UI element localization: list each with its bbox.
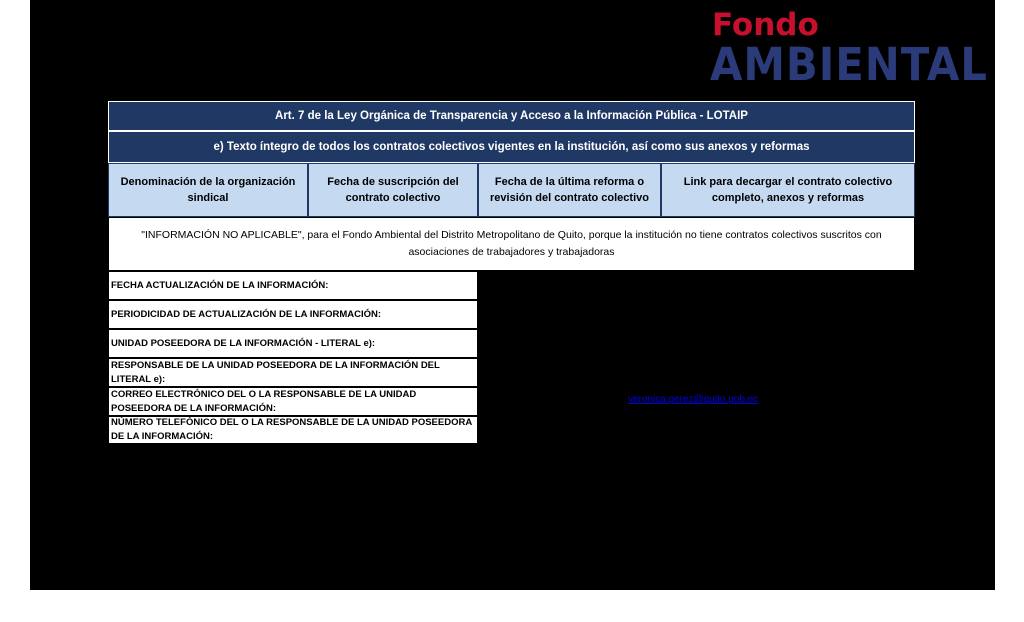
logo-line-ambiental: AMBIENTAL	[710, 38, 988, 91]
column-header-organizacion: Denominación de la organización sindical	[108, 163, 308, 217]
column-header-link: Link para decargar el contrato colectivo completo, anexos y reformas	[661, 163, 915, 217]
column-header-fecha-reforma: Fecha de la última reforma o revisión del contrato colectivo	[478, 163, 661, 217]
fondo-ambiental-logo	[710, 7, 988, 91]
info-row-unidad-poseedora: UNIDAD POSEEDORA DE LA INFORMACIÓN - LITERAL e):	[108, 329, 478, 358]
column-header-fecha-suscripcion: Fecha de suscripción del contrato colectivo	[308, 163, 478, 217]
info-row-correo: CORREO ELECTRÓNICO DEL O LA RESPONSABLE DE LA UNIDAD POSEEDORA DE LA INFORMACIÓN:	[108, 387, 478, 416]
table-subtitle: e) Texto íntegro de todos los contratos colectivos vigentes en la institución, así como sus anexos y reformas	[108, 131, 915, 163]
info-row-responsable: RESPONSABLE DE LA UNIDAD POSEEDORA DE LA INFORMACIÓN DEL LITERAL e):	[108, 358, 478, 387]
not-applicable-note: "INFORMACIÓN NO APLICABLE", para el Fondo Ambiental del Distrito Metropolitano de Quito, porque la institución no tiene contratos colectivos suscritos con asociaciones de trabajadores y trabajadoras	[108, 217, 915, 271]
table-title: Art. 7 de la Ley Orgánica de Transparencia y Acceso a la Información Pública - LOTAIP	[108, 101, 915, 131]
info-row-fecha-actualizacion: FECHA ACTUALIZACIÓN DE LA INFORMACIÓN:	[108, 271, 478, 300]
logo-line-fondo: Fondo	[712, 7, 819, 43]
info-row-telefono: NÚMERO TELEFÓNICO DEL O LA RESPONSABLE DE LA UNIDAD POSEEDORA DE LA INFORMACIÓN:	[108, 416, 478, 444]
responsable-email-link[interactable]: veronica.perez@quito.gob.ec	[628, 394, 759, 405]
column-header-row	[108, 163, 915, 217]
info-row-periodicidad: PERIODICIDAD DE ACTUALIZACIÓN DE LA INFORMACIÓN:	[108, 300, 478, 329]
